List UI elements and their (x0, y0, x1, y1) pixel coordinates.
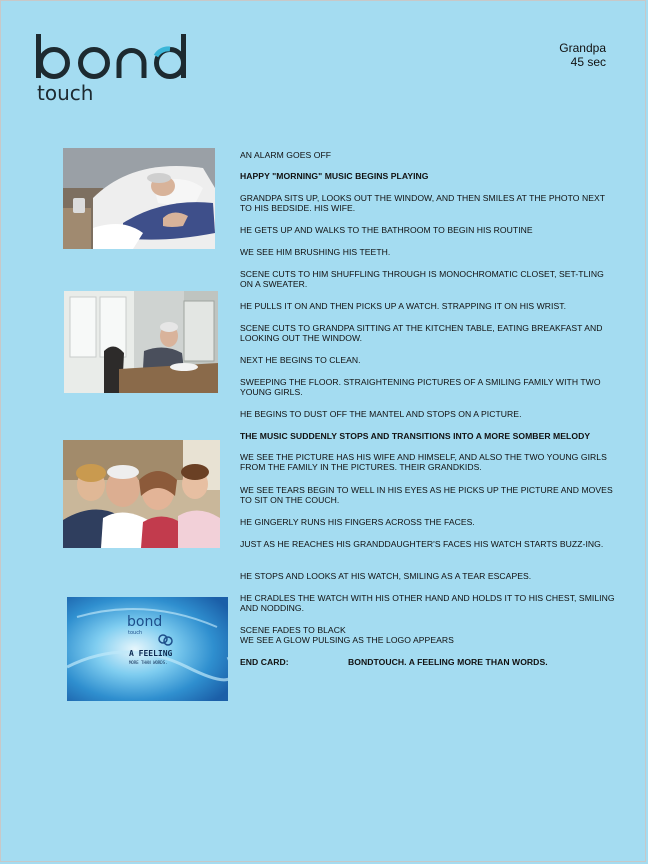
script-line: HE PULLS IT ON AND THEN PICKS UP A WATCH. STRAPPING IT ON HIS WRIST. (240, 301, 567, 311)
end-card-line (240, 657, 615, 667)
end-card-logo-word: bond (127, 614, 163, 630)
bondtouch-logo (34, 30, 194, 110)
script-line: JUST AS HE REACHES HIS GRANDDAUGHTER'S FACES HIS WATCH STARTS BUZZ-ING. (240, 539, 604, 549)
script-line: WE SEE HIM BRUSHING HIS TEETH. (240, 247, 391, 257)
script-line: WE SEE THE PICTURE HAS HIS WIFE AND HIMSELF, AND ALSO THE TWO YOUNG GIRLS FROM THE FAMILY IN THE PICTURES. THEIR GRANDKIDS. (240, 452, 607, 472)
script-line: SCENE CUTS TO GRANDPA SITTING AT THE KITCHEN TABLE, EATING BREAKFAST AND LOOKING OUT THE WINDOW. (240, 323, 603, 343)
script-line: GRANDPA SITS UP, LOOKS OUT THE WINDOW, AND THEN SMILES AT THE PHOTO NEXT TO HIS BEDSIDE. HIS WIFE. (240, 193, 605, 213)
script-line: NEXT HE BEGINS TO CLEAN. (240, 355, 361, 365)
script-line: THE MUSIC SUDDENLY STOPS AND TRANSITIONS INTO A MORE SOMBER MELODY (240, 431, 591, 441)
script-line: SCENE CUTS TO HIM SHUFFLING THROUGH IS MONOCHROMATIC CLOSET, SET-TLING ON A SWEATER. (240, 269, 604, 289)
end-card-text: BONDTOUCH. A FEELING MORE THAN WORDS. (348, 657, 548, 667)
script-line: WE SEE A GLOW PULSING AS THE LOGO APPEARS (240, 635, 454, 645)
photo-grandpa-kitchen-table (64, 291, 218, 393)
script-line: HE GINGERLY RUNS HIS FINGERS ACROSS THE FACES. (240, 517, 475, 527)
spot-duration: 45 sec (570, 55, 606, 69)
logo-sub: touch (37, 81, 94, 105)
script-line: SWEEPING THE FLOOR. STRAIGHTENING PICTURES OF A SMILING FAMILY WITH TWO YOUNG GIRLS. (240, 377, 601, 397)
photo-grandpa-in-bed (63, 148, 215, 249)
script-line: HE BEGINS TO DUST OFF THE MANTEL AND STOPS ON A PICTURE. (240, 409, 522, 419)
spot-title: Grandpa (559, 41, 606, 55)
end-card-label: END CARD: (240, 657, 289, 667)
script-line: SCENE FADES TO BLACK (240, 625, 346, 635)
end-card-logo-sub: touch (128, 630, 143, 636)
end-card-tagline-sub: MORE THAN WORDS. (129, 660, 168, 665)
spot-info (559, 41, 606, 69)
photo-family-grandparents (63, 440, 220, 548)
end-card-image (67, 597, 228, 701)
script-line: WE SEE TEARS BEGIN TO WELL IN HIS EYES AS HE PICKS UP THE PICTURE AND MOVES TO SIT ON THE COUCH. (240, 485, 613, 505)
script-line: AN ALARM GOES OFF (240, 150, 332, 160)
script-line: HAPPY "MORNING" MUSIC BEGINS PLAYING (240, 171, 429, 181)
script-line: HE CRADLES THE WATCH WITH HIS OTHER HAND AND HOLDS IT TO HIS CHEST, SMILING AND NODDING. (240, 593, 615, 613)
end-card-tagline: A FEELING (129, 649, 173, 658)
script-line: HE GETS UP AND WALKS TO THE BATHROOM TO BEGIN HIS ROUTINE (240, 225, 533, 235)
script-line: HE STOPS AND LOOKS AT HIS WATCH, SMILING AS A TEAR ESCAPES. (240, 571, 532, 581)
